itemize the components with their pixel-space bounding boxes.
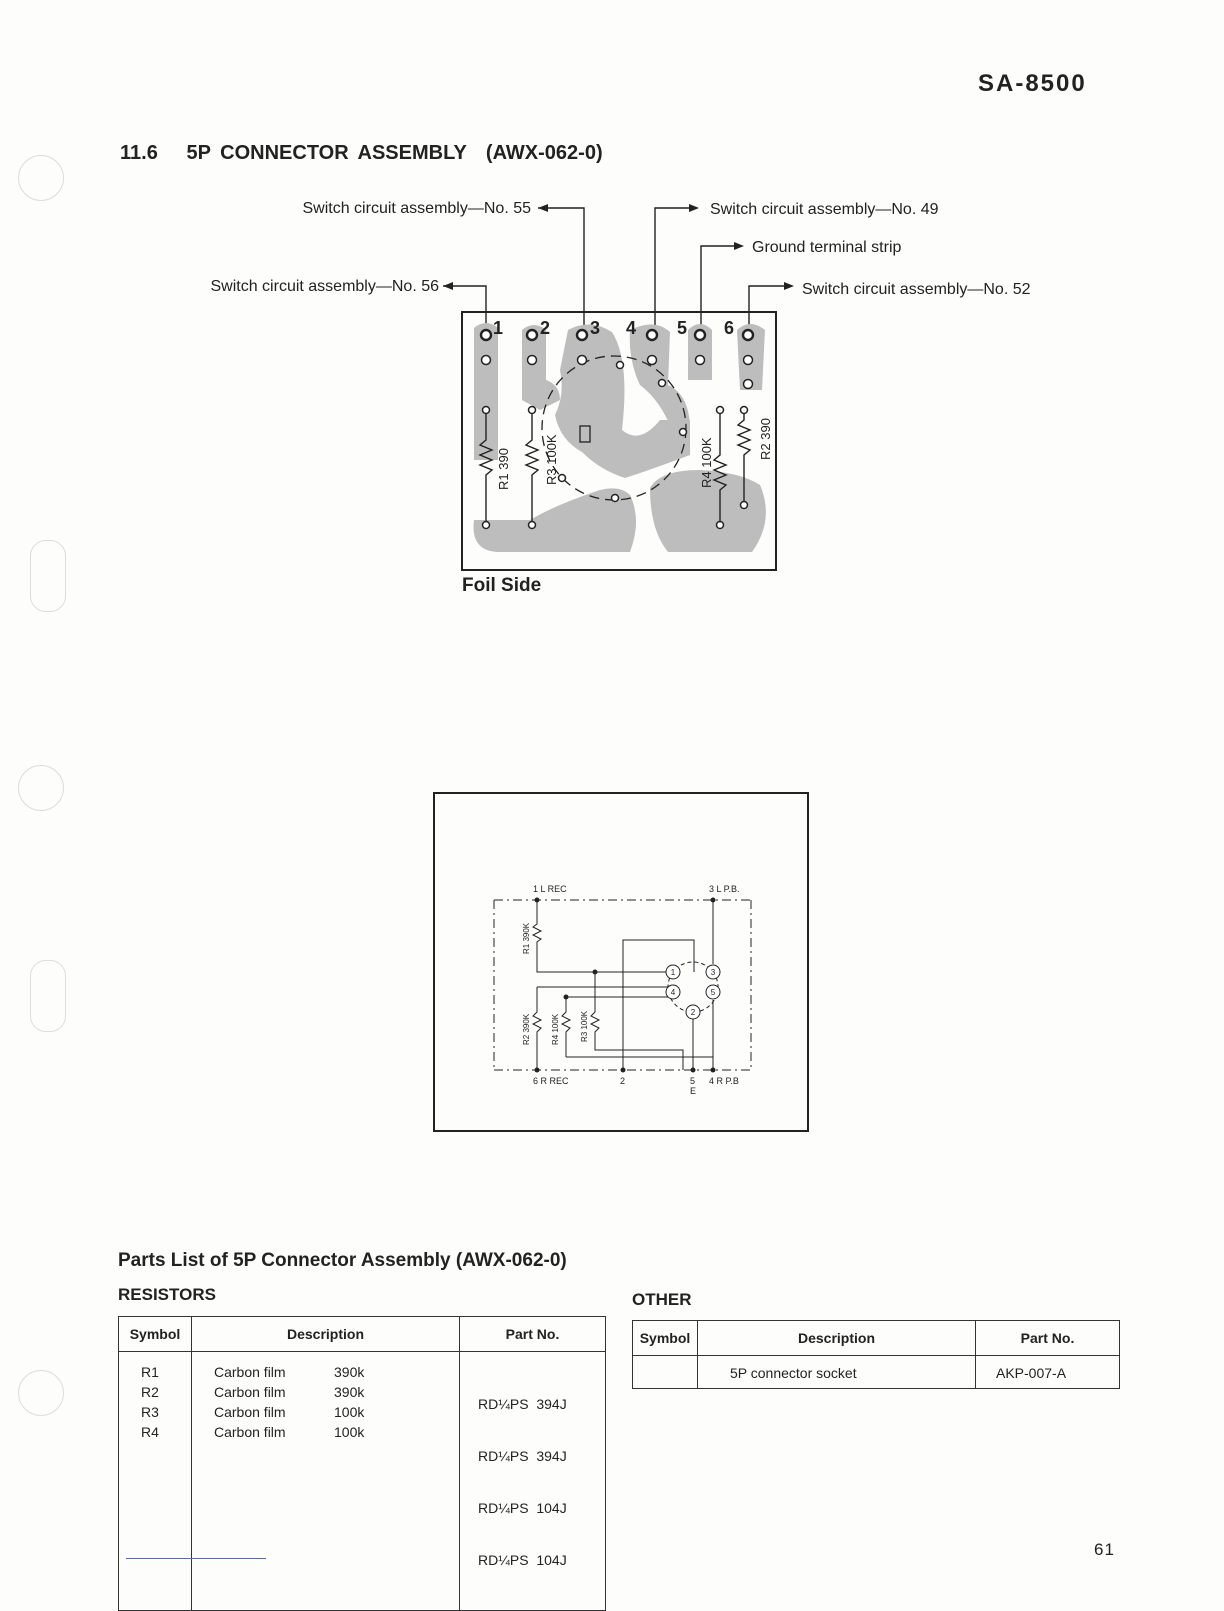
socket-pin: 1 (670, 968, 676, 977)
r1-label: R1 390 (496, 448, 511, 490)
schem-top-right: 3 L P.B. (709, 884, 740, 894)
schem-top-left: 1 L REC (533, 884, 567, 894)
symbol-cell: R2 (141, 1384, 159, 1400)
arrow-ground (734, 242, 744, 250)
pin-label: 4 (626, 318, 637, 338)
col-symbol: Symbol (119, 1317, 192, 1352)
schem-bottom-left: 6 R REC (533, 1076, 569, 1086)
type-text: Carbon film (214, 1364, 286, 1380)
r2-label: R2 390 (758, 418, 773, 460)
symbol-cell: R1 (141, 1364, 159, 1380)
resistors-heading: RESISTORS (118, 1285, 216, 1304)
label-no52: Switch circuit assembly—No. 52 (802, 281, 1031, 298)
section-number: 11.6 (120, 142, 158, 164)
schem-bottom-e: E (690, 1086, 697, 1096)
part-no-cell: RD¼PS 104J (478, 1500, 567, 1516)
schem-r4 (562, 997, 570, 1057)
col-description: Description (192, 1317, 460, 1352)
label-no55: Switch circuit assembly—No. 55 (302, 200, 531, 217)
arrow-no52 (784, 282, 794, 290)
schem-bottom-right: 4 R P.B (709, 1076, 739, 1086)
page-number: 61 (1094, 1540, 1115, 1559)
schem-r1 (533, 900, 673, 972)
leader-no56 (443, 286, 486, 330)
value-text: 390k (334, 1384, 365, 1400)
pin-label: 2 (540, 318, 551, 338)
label-ground: Ground terminal strip (752, 239, 902, 256)
part-no-cell: AKP-007-A (976, 1356, 1120, 1389)
label-no56: Switch circuit assembly—No. 56 (210, 278, 439, 295)
socket-pin: 3 (710, 968, 716, 977)
value-text: 390k (334, 1364, 365, 1380)
socket-pin: 4 (670, 988, 676, 997)
schem-r2 (533, 987, 541, 1070)
schem-r2-label: R2 390K (522, 1013, 531, 1045)
description-cell (214, 1362, 459, 1382)
schem-r4-label: R4 100K (551, 1013, 560, 1045)
r4-label: R4 100K (699, 437, 714, 488)
part-no-cell: RD¼PS 394J (478, 1448, 567, 1464)
symbol-cell: R3 (141, 1404, 159, 1420)
model-number: SA-8500 (978, 70, 1087, 97)
value-text: 100k (334, 1424, 365, 1440)
pin-label: 1 (493, 318, 504, 338)
resistor-r3 (526, 414, 538, 521)
socket-pin: 2 (690, 1008, 696, 1017)
leader-ground (701, 246, 740, 330)
col-symbol: Symbol (633, 1321, 698, 1356)
col-description: Description (698, 1321, 976, 1356)
symbol-cell (633, 1356, 698, 1389)
type-text: Carbon film (214, 1404, 286, 1420)
pin-label: 5 (677, 318, 688, 338)
pin-label: 6 (724, 318, 735, 338)
section-code: (AWX-062-0) (485, 142, 603, 164)
resistors-table (118, 1316, 606, 1611)
leader-no52 (749, 286, 790, 330)
schem-bottom-e-num: 5 (690, 1076, 696, 1086)
footer-rule (126, 1558, 266, 1559)
arrow-no56 (443, 282, 453, 290)
col-part-no: Part No. (460, 1317, 606, 1352)
type-text: Carbon film (214, 1424, 286, 1440)
schem-bottom-mid: 2 (620, 1076, 626, 1086)
arrow-no49 (689, 204, 699, 212)
description-cell (214, 1402, 459, 1422)
socket-pin: 5 (710, 988, 716, 997)
schem-r1-label: R1 390K (522, 922, 531, 954)
part-no-cell: RD¼PS 394J (478, 1396, 567, 1412)
arrow-no55 (538, 204, 548, 212)
section-title: 5P CONNECTOR ASSEMBLY (186, 142, 467, 164)
parts-list-title: Parts List of 5P Connector Assembly (AWX-062-0) (118, 1250, 567, 1271)
foil-diagram (0, 0, 1224, 620)
col-part-no: Part No. (976, 1321, 1120, 1356)
binder-slot (30, 960, 66, 1032)
pin-label: 3 (590, 318, 601, 338)
description-cell (214, 1382, 459, 1402)
value-text: 100k (334, 1404, 365, 1420)
description-cell (214, 1422, 459, 1442)
schematic-diagram (433, 792, 809, 1132)
other-heading: OTHER (632, 1290, 692, 1309)
type-text: Carbon film (214, 1384, 286, 1400)
label-no49: Switch circuit assembly—No. 49 (710, 201, 939, 218)
copper-foil (474, 323, 766, 552)
description-cell: 5P connector socket (698, 1356, 976, 1389)
binder-hole (18, 1370, 64, 1416)
r3-label: R3 100K (544, 434, 559, 485)
part-no-cell: RD¼PS 104J (478, 1552, 567, 1568)
binder-hole (18, 765, 64, 811)
symbol-cell: R4 (141, 1424, 159, 1440)
foil-caption: Foil Side (462, 575, 542, 596)
other-table (632, 1320, 1120, 1389)
schem-r3-label: R3 100K (580, 1010, 589, 1042)
